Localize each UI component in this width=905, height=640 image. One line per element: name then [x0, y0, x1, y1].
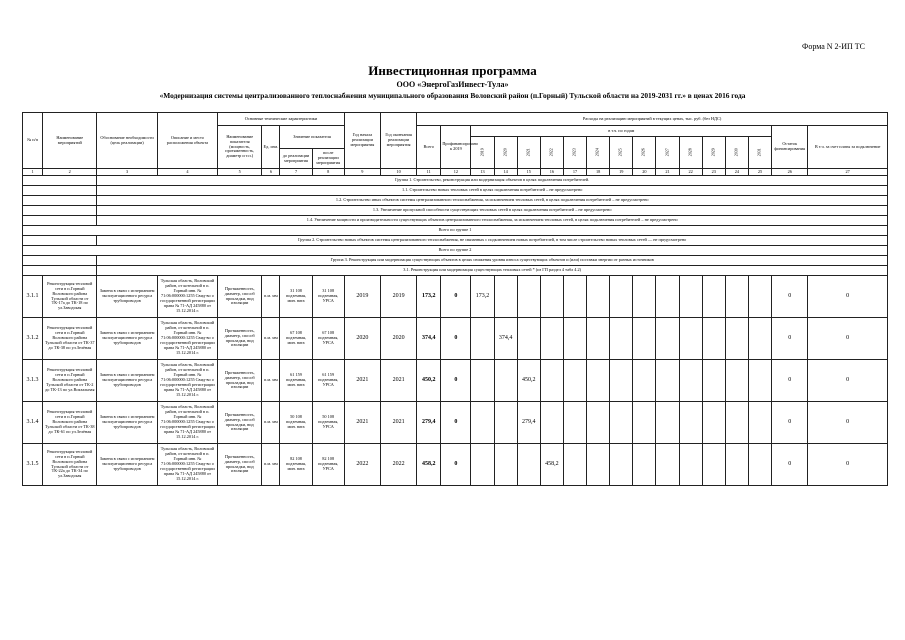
table-row — [23, 318, 888, 360]
empty-cell — [656, 360, 679, 402]
column-number: 7 — [280, 169, 312, 176]
column-number: 17 — [563, 169, 586, 176]
header-param: Наименование показателя (мощность, протяженность, диаметр и т.п.) — [218, 126, 262, 169]
empty-cell — [633, 402, 656, 444]
empty-cell — [725, 444, 748, 486]
row-before: 67 108 подземная, мин. вата — [280, 318, 312, 360]
header-by-years: в т.ч. по годам — [471, 126, 772, 137]
section-row — [23, 206, 888, 216]
row-after: 61 159 подземная, УРСА — [312, 360, 344, 402]
empty-cell — [610, 276, 633, 318]
column-number: 26 — [772, 169, 808, 176]
empty-cell — [679, 318, 702, 360]
row-after: 82 108 подземная, УРСА — [312, 444, 344, 486]
empty-cell — [702, 360, 725, 402]
table-row — [23, 360, 888, 402]
column-number: 1 — [23, 169, 43, 176]
total-group2-row — [23, 246, 888, 256]
section-row — [23, 216, 888, 226]
column-number: 25 — [748, 169, 771, 176]
row-name: Реконструкция тепловой сети в п.Горный Воловского района Тульской области от ТК-22а до ТК-34 по ул.Заводская — [43, 444, 97, 486]
row-location: Тульская область, Воловский район, от котельной в п. Горный инв. № 71:06:000000:1255 Свид-во о государственной регистрации права № 71-АД 245880 от 15.12.2014 г. — [157, 276, 217, 318]
header-costs-group: Расходы на реализацию мероприятий в текущих ценах, тыс. руб. (без НДС) — [417, 113, 888, 126]
row-location: Тульская область, Воловский район, от котельной в п. Горный инв. № 71:06:000000:1255 Свид-во о государственной регистрации права № 71-АД 245880 от 15.12.2014 г. — [157, 360, 217, 402]
column-number: 5 — [218, 169, 262, 176]
header-location: Описание и место расположения объекта — [157, 113, 217, 169]
empty-cell — [517, 318, 540, 360]
total-group2-row-text: Всего по группе 2 — [23, 246, 888, 256]
row-reason: Замена в связи с исчерпанием эксплуатационного ресурса трубопроводов — [97, 444, 157, 486]
column-number: 4 — [157, 169, 217, 176]
row-unit: п.м. мм — [262, 402, 280, 444]
empty-cell — [494, 360, 517, 402]
row-year-value: 279,4 — [517, 402, 540, 444]
header-start: Год начала реализации мероприятия — [344, 113, 380, 169]
empty-cell — [540, 360, 563, 402]
subsection-row — [23, 266, 888, 276]
header-year-2021: 2021 — [517, 137, 540, 169]
header-reason: Обоснование необходимости (цель реализации) — [97, 113, 157, 169]
column-number: 8 — [312, 169, 344, 176]
header-year-2025: 2025 — [610, 137, 633, 169]
program-subtitle: «Модернизация системы централизованного теплоснабжения муниципального образования Воловский район (п.Горный) Тульской области на 2019-2031 гг.» в ценах 2016 года — [159, 91, 746, 100]
empty-cell — [23, 206, 97, 216]
column-number: 23 — [702, 169, 725, 176]
row-reason: Замена в связи с исчерпанием эксплуатационного ресурса трубопроводов — [97, 402, 157, 444]
row-after: 31 108 подземная, УРСА — [312, 276, 344, 318]
row-tariff: 0 — [808, 360, 888, 402]
header-funded: Профинансировано к 2019 — [441, 126, 471, 169]
row-year-value: 173,2 — [471, 276, 494, 318]
table-row — [23, 444, 888, 486]
column-number: 19 — [610, 169, 633, 176]
row-name: Реконструкция тепловой сети в п.Горный Воловского района Тульской области от ТК-37 до ТК-38 по ул.Зелёная — [43, 318, 97, 360]
header-year-2022: 2022 — [540, 137, 563, 169]
row-start-year: 2019 — [344, 276, 380, 318]
header-year-2027: 2027 — [656, 137, 679, 169]
empty-cell — [563, 444, 586, 486]
group3-row — [23, 256, 888, 266]
row-end-year: 2021 — [380, 360, 416, 402]
empty-cell — [610, 402, 633, 444]
empty-cell — [517, 444, 540, 486]
subsection-row-text: 3.1. Реконструкция или модернизация существующих тепловых сетей * (из ГП раздел 4 табл 4.2) — [97, 266, 888, 276]
empty-cell — [702, 402, 725, 444]
row-total: 458,2 — [417, 444, 441, 486]
investment-table — [22, 112, 888, 486]
empty-cell — [471, 402, 494, 444]
empty-cell — [540, 318, 563, 360]
header-year-2031: 2031 — [748, 137, 771, 169]
empty-cell — [656, 276, 679, 318]
row-tariff: 0 — [808, 276, 888, 318]
empty-cell — [748, 444, 771, 486]
row-unit: п.м. мм — [262, 360, 280, 402]
empty-cell — [563, 318, 586, 360]
row-total: 374,4 — [417, 318, 441, 360]
empty-cell — [679, 444, 702, 486]
empty-cell — [23, 196, 97, 206]
row-tariff: 0 — [808, 402, 888, 444]
empty-cell — [471, 444, 494, 486]
column-number: 13 — [471, 169, 494, 176]
total-group1-row-text: Всего по группе 1 — [23, 226, 888, 236]
empty-cell — [494, 444, 517, 486]
header-year-2030: 2030 — [725, 137, 748, 169]
organization-name: ООО «ЭнергоГазИнвест-Тула» — [396, 80, 509, 89]
row-before: 61 159 подземная, мин. вата — [280, 360, 312, 402]
row-before: 31 108 подземная, мин. вата — [280, 276, 312, 318]
row-funded: 0 — [441, 318, 471, 360]
row-unit: п.м. мм — [262, 444, 280, 486]
row-unit: п.м. мм — [262, 318, 280, 360]
empty-cell — [633, 276, 656, 318]
empty-cell — [610, 360, 633, 402]
column-number: 6 — [262, 169, 280, 176]
row-param: Протяженность, диаметр, способ прокладки, вид изоляции — [218, 276, 262, 318]
row-after: 67 108 подземная, УРСА — [312, 318, 344, 360]
row-before: 50 108 подземная, мин. вата — [280, 402, 312, 444]
row-reason: Замена в связи с исчерпанием эксплуатационного ресурса трубопроводов — [97, 318, 157, 360]
empty-cell — [23, 266, 97, 276]
row-start-year: 2022 — [344, 444, 380, 486]
header-before: до реализации мероприятия — [280, 149, 312, 169]
row-reason: Замена в связи с исчерпанием эксплуатационного ресурса трубопроводов — [97, 276, 157, 318]
empty-cell — [563, 276, 586, 318]
row-number: 3.1.5 — [23, 444, 43, 486]
column-number: 15 — [517, 169, 540, 176]
row-total: 450,2 — [417, 360, 441, 402]
row-start-year: 2020 — [344, 318, 380, 360]
form-number: Форма N 2-ИП ТС — [802, 42, 865, 51]
row-year-value: 450,2 — [517, 360, 540, 402]
empty-cell — [725, 360, 748, 402]
section-row-text: 1.4. Увеличение мощности и производительности существующих объектов централизованного теплоснабжения, за исключением тепловых сетей, в целях подключения потребителей – не предусмотрено — [97, 216, 888, 226]
row-remain: 0 — [772, 318, 808, 360]
column-number: 12 — [441, 169, 471, 176]
section-row-text: Группа 1. Строительство, реконструкция или модернизация объектов в целях подключения потребителей. — [97, 176, 888, 186]
section-row — [23, 176, 888, 186]
empty-cell — [23, 176, 97, 186]
row-total: 173,2 — [417, 276, 441, 318]
empty-cell — [587, 276, 610, 318]
header-end: Год окончания реализации мероприятия — [380, 113, 416, 169]
column-number: 24 — [725, 169, 748, 176]
empty-cell — [610, 318, 633, 360]
column-number: 18 — [587, 169, 610, 176]
row-tariff: 0 — [808, 444, 888, 486]
empty-cell — [494, 402, 517, 444]
empty-cell — [23, 256, 97, 266]
header-unit: Ед. изм. — [262, 126, 280, 169]
table-row — [23, 276, 888, 318]
row-funded: 0 — [441, 276, 471, 318]
column-number: 2 — [43, 169, 97, 176]
column-number: 9 — [344, 169, 380, 176]
header-year-2029: 2029 — [702, 137, 725, 169]
page-title: Инвестиционная программа — [368, 63, 537, 78]
column-number: 22 — [679, 169, 702, 176]
row-number: 3.1.3 — [23, 360, 43, 402]
column-number: 27 — [808, 169, 888, 176]
row-number: 3.1.4 — [23, 402, 43, 444]
row-end-year: 2022 — [380, 444, 416, 486]
row-param: Протяженность, диаметр, способ прокладки, вид изоляции — [218, 360, 262, 402]
empty-cell — [23, 236, 97, 246]
row-remain: 0 — [772, 402, 808, 444]
row-total: 279,4 — [417, 402, 441, 444]
row-location: Тульская область, Воловский район, от котельной в п. Горный инв. № 71:06:000000:1255 Свид-во о государственной регистрации права № 71-АД 245880 от 15.12.2014 г. — [157, 402, 217, 444]
section-row — [23, 196, 888, 206]
row-funded: 0 — [441, 444, 471, 486]
header-year-2024: 2024 — [587, 137, 610, 169]
group3-row-text: Группа 3. Реконструкция или модернизация существующих объектов в целях снижения уровня износа существующих объектов и (или) поставки энергии от разных источников — [97, 256, 888, 266]
row-unit: п.м. мм — [262, 276, 280, 318]
empty-cell — [633, 318, 656, 360]
empty-cell — [540, 402, 563, 444]
empty-cell — [725, 318, 748, 360]
row-start-year: 2021 — [344, 360, 380, 402]
row-before: 82 108 подземная, мин. вата — [280, 444, 312, 486]
empty-cell — [725, 402, 748, 444]
group2-row — [23, 236, 888, 246]
empty-cell — [587, 318, 610, 360]
empty-cell — [633, 444, 656, 486]
empty-cell — [587, 360, 610, 402]
table-row — [23, 402, 888, 444]
empty-cell — [748, 402, 771, 444]
row-param: Протяженность, диаметр, способ прокладки, вид изоляции — [218, 402, 262, 444]
header-tech-group: Основные технические характеристики — [218, 113, 345, 126]
group2-row-text: Группа 2. Строительство новых объектов системы централизованного теплоснабжения, не связанных с подключением новых потребителей, в том числе строительство новых тепловых сетей — не предусмотрено — [97, 236, 888, 246]
column-number: 10 — [380, 169, 416, 176]
empty-cell — [702, 444, 725, 486]
section-row-text: 1.1. Строительство новых тепловых сетей в целях подключения потребителей – не предусмотрено — [97, 186, 888, 196]
header-after: после реализации мероприятия — [312, 149, 344, 169]
section-row — [23, 186, 888, 196]
row-number: 3.1.2 — [23, 318, 43, 360]
empty-cell — [563, 360, 586, 402]
empty-cell — [540, 276, 563, 318]
row-year-value: 374,4 — [494, 318, 517, 360]
empty-cell — [494, 276, 517, 318]
empty-cell — [702, 318, 725, 360]
row-remain: 0 — [772, 444, 808, 486]
row-remain: 0 — [772, 360, 808, 402]
header-total: Всего — [417, 126, 441, 169]
empty-cell — [587, 402, 610, 444]
row-param: Протяженность, диаметр, способ прокладки, вид изоляции — [218, 318, 262, 360]
header-remain: Остаток финансирования — [772, 126, 808, 169]
empty-cell — [679, 402, 702, 444]
row-name: Реконструкция тепловой сети в п.Горный Воловского района Тульской области от ТК-38 до ТК-61 по ул.Зелёная — [43, 402, 97, 444]
row-funded: 0 — [441, 360, 471, 402]
total-group1-row — [23, 226, 888, 236]
header-year-2028: 2028 — [679, 137, 702, 169]
header-name: Наименование мероприятий — [43, 113, 97, 169]
column-number: 3 — [97, 169, 157, 176]
header-year-2026: 2026 — [633, 137, 656, 169]
header-year-2020: 2020 — [494, 137, 517, 169]
column-number: 20 — [633, 169, 656, 176]
section-row-text: 1.2. Строительство иных объектов системы централизованного теплоснабжения, за исключением тепловых сетей, в целях подключения потребителей – не предусмотрено — [97, 196, 888, 206]
empty-cell — [23, 216, 97, 226]
empty-cell — [656, 444, 679, 486]
row-param: Протяженность, диаметр, способ прокладки, вид изоляции — [218, 444, 262, 486]
row-name: Реконструкция тепловой сети в п.Горный Воловского района Тульской области от ТК-2 до ТК-13 по ул.Вокзальная — [43, 360, 97, 402]
row-year-value: 458,2 — [540, 444, 563, 486]
empty-cell — [725, 276, 748, 318]
empty-cell — [471, 318, 494, 360]
empty-cell — [633, 360, 656, 402]
row-remain: 0 — [772, 276, 808, 318]
empty-cell — [748, 318, 771, 360]
column-number: 11 — [417, 169, 441, 176]
row-start-year: 2021 — [344, 402, 380, 444]
row-after: 50 108 подземная, УРСА — [312, 402, 344, 444]
column-number: 14 — [494, 169, 517, 176]
empty-cell — [587, 444, 610, 486]
empty-cell — [679, 276, 702, 318]
header-num: № п/п — [23, 113, 43, 169]
column-number: 21 — [656, 169, 679, 176]
row-location: Тульская область, Воловский район, от котельной в п. Горный инв. № 71:06:000000:1255 Свид-во о государственной регистрации права № 71-АД 245880 от 15.12.2014 г. — [157, 318, 217, 360]
empty-cell — [610, 444, 633, 486]
row-name: Реконструкция тепловой сети в п.Горный Воловского района Тульской области от ТК-17а до ТК-18 по ул.Заводская — [43, 276, 97, 318]
header-year-2023: 2023 — [563, 137, 586, 169]
row-funded: 0 — [441, 402, 471, 444]
row-end-year: 2021 — [380, 402, 416, 444]
empty-cell — [748, 360, 771, 402]
empty-cell — [702, 276, 725, 318]
row-reason: Замена в связи с исчерпанием эксплуатационного ресурса трубопроводов — [97, 360, 157, 402]
row-tariff: 0 — [808, 318, 888, 360]
section-row-text: 1.3. Увеличение пропускной способности существующих тепловых сетей в целях подключения потребителей – не предусмотрено — [97, 206, 888, 216]
empty-cell — [656, 318, 679, 360]
row-end-year: 2019 — [380, 276, 416, 318]
row-location: Тульская область, Воловский район, от котельной в п. Горный инв. № 71:06:000000:1255 Свид-во о государственной регистрации права № 71-АД 245880 от 15.12.2014 г. — [157, 444, 217, 486]
empty-cell — [656, 402, 679, 444]
row-end-year: 2020 — [380, 318, 416, 360]
empty-cell — [748, 276, 771, 318]
row-number: 3.1.1 — [23, 276, 43, 318]
empty-cell — [517, 276, 540, 318]
empty-cell — [679, 360, 702, 402]
empty-cell — [471, 360, 494, 402]
header-year-2019: 2019 — [471, 137, 494, 169]
empty-cell — [23, 186, 97, 196]
empty-cell — [563, 402, 586, 444]
header-value-group: Значение показателя — [280, 126, 344, 149]
column-number: 16 — [540, 169, 563, 176]
header-tariff: В т.ч. за счет платы за подключение — [808, 126, 888, 169]
